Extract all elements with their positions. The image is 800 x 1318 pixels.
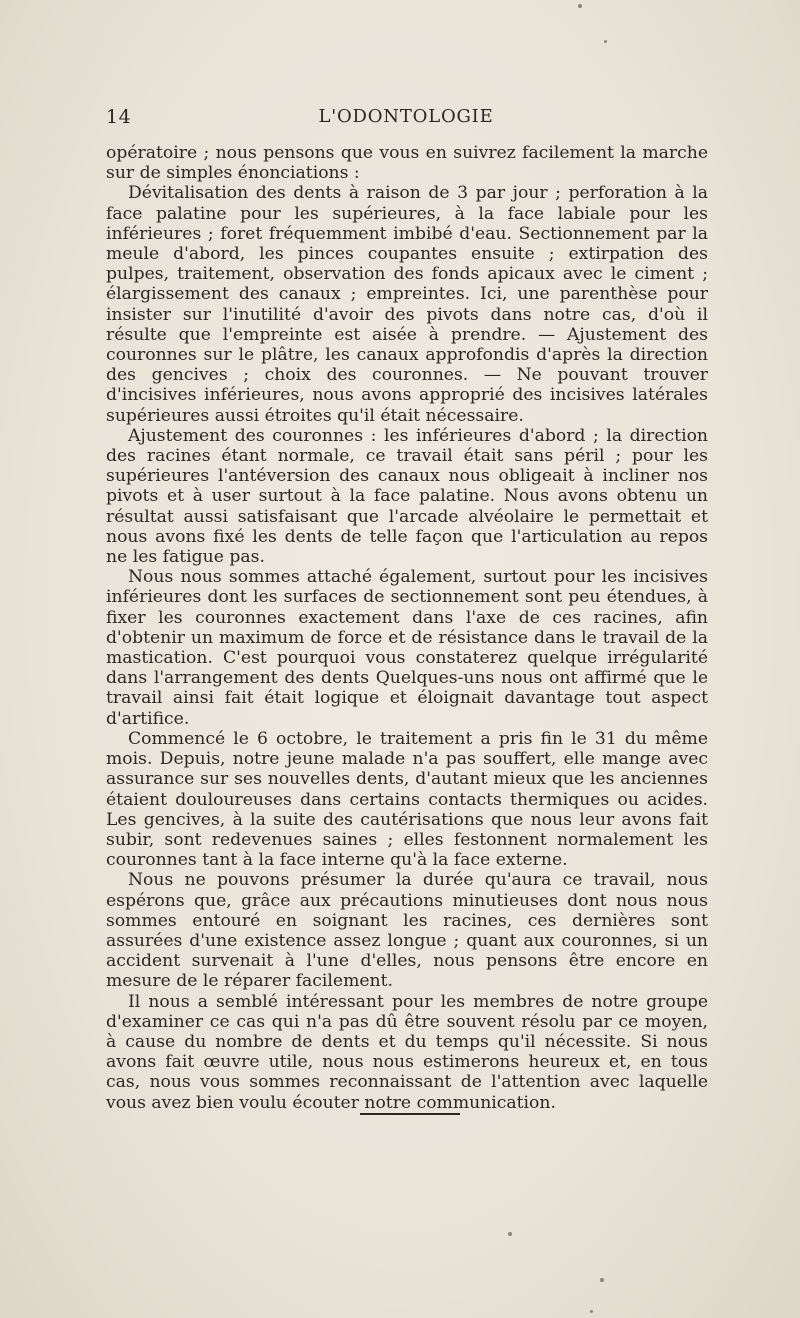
paper-speck (604, 40, 607, 43)
paragraph-5: Commencé le 6 octobre, le traitement a pris fin le 31 du même mois. Depuis, notre jeune malade n'a pas souffert, elle mange avec assurance sur ses nouvelles dents, d'autant mieux que les anciennes étaient douloureuses dans certains contacts thermiques ou acides. Les gencives, à la suite des cautérisations que nous leur avons fait subir, sont redevenues saines ; elles festonnent normalement les couronnes tant à la face interne qu'à la face externe. (106, 728, 708, 871)
paragraph-6: Nous ne pouvons présumer la durée qu'aura ce travail, nous espérons que, grâce aux précautions minutieuses dont nous nous sommes entouré en soignant les racines, ces dernières sont assurées d'une existence assez longue ; quant aux couronnes, si un accident survenait à l'une d'elles, nous pensons être encore en mesure de le réparer facilement. (106, 870, 708, 992)
page-number: 14 (106, 106, 132, 128)
paragraph-2: Dévitalisation des dents à raison de 3 par jour ; perforation à la face palatine pour les supérieures, à la face labiale pour les inférieures ; foret fréquemment imbibé d'eau. Sectionnement par la meule d'abord, les pinces coupantes ensuite ; extirpation des pulpes, traitement, observation des fonds apicaux avec le ciment ; élargissement des canaux ; empreintes. Ici, une parenthèse pour insister sur l'inutilité d'avoir des pivots dans notre cas, d'où il résulte que l'empreinte est aisée à prendre. — Ajustement des couronnes sur le plâtre, les canaux approfondis d'après la direction des gencives ; choix des couronnes. — Ne pouvant trouver d'incisives inférieures, nous avons approprié des incisives latérales supérieures aussi étroites qu'il était nécessaire. (106, 183, 708, 426)
paragraph-4: Nous nous sommes attaché également, surtout pour les incisives inférieures dont les surfaces de sectionnement sont peu étendues, à fixer les couronnes exactement dans l'axe de ces racines, afin d'obtenir un maximum de force et de résistance dans le travail de la mastication. C'est pourquoi vous constaterez quelque irrégularité dans l'arrangement des dents Quelques-uns nous ont affirmé que le travail ainsi fait était logique et éloignait davantage tout aspect d'artifice. (106, 567, 708, 729)
body-text (106, 143, 708, 1113)
page-header (106, 106, 706, 136)
paper-speck (578, 4, 582, 8)
paragraph-3: Ajustement des couronnes : les inférieures d'abord ; la direction des racines étant normale, ce travail était sans péril ; pour les supérieures l'antéversion des canaux nous obligeait à incliner nos pivots et à user surtout à la face palatine. Nous avons obtenu un résultat aussi satisfaisant que l'arcade alvéolaire le permettait et nous avons fixé les dents de telle façon que l'articulation au repos ne les fatigue pas. (106, 425, 708, 568)
paragraph-7: Il nous a semblé intéressant pour les membres de notre groupe d'examiner ce cas qui n'a pas dû être souvent résolu par ce moyen, à cause du nombre de dents et du temps qu'il nécessite. Si nous avons fait œuvre utile, nous nous estimerons heureux et, en tous cas, nous vous sommes reconnaissant de l'attention avec laquelle vous avez bien voulu écouter notre communication. (106, 991, 708, 1113)
paragraph-1: opératoire ; nous pensons que vous en suivrez facilement la marche sur de simples énonciations : (106, 143, 708, 184)
end-rule (360, 1113, 460, 1115)
running-title: L'ODONTOLOGIE (318, 106, 494, 127)
paper-speck (508, 1232, 512, 1236)
paper-speck (600, 1278, 604, 1282)
paper-speck (590, 1310, 593, 1313)
